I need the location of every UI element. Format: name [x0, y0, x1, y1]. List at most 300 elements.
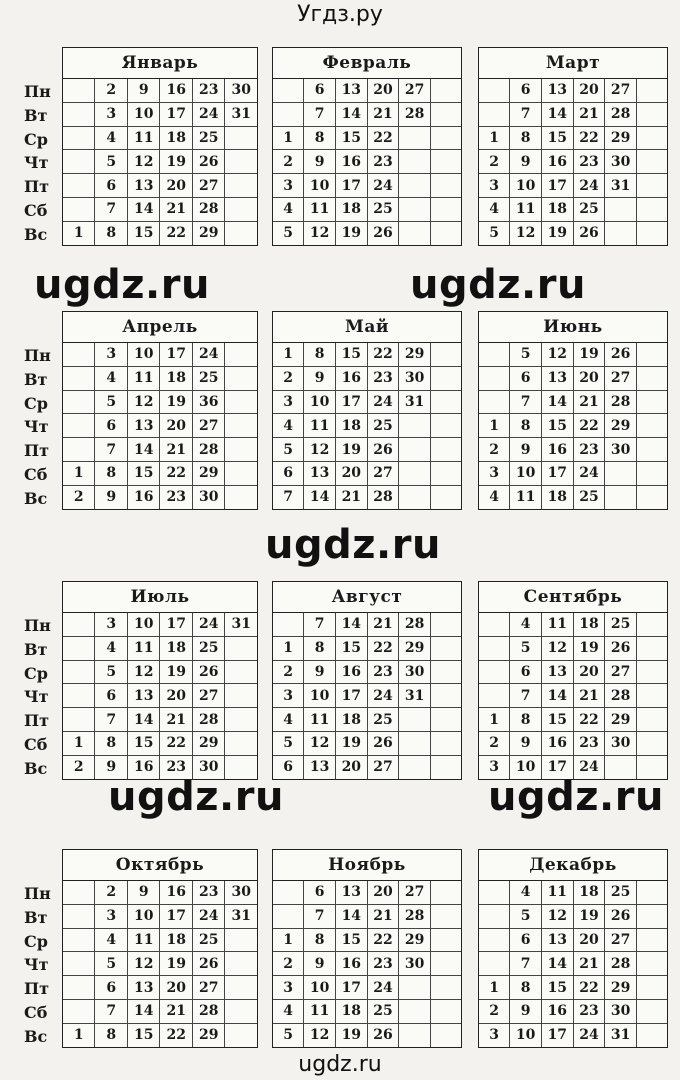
weekday-label: Пт: [24, 979, 50, 999]
day-cell: 7: [510, 390, 542, 414]
day-cell: [430, 390, 461, 414]
day-cell: 29: [399, 636, 431, 660]
day-cell: 31: [225, 613, 257, 636]
day-cell: 7: [304, 613, 336, 636]
day-cell: 23: [192, 881, 225, 904]
day-cell: 5: [273, 1023, 304, 1046]
day-cell: 27: [192, 174, 225, 198]
day-cell: 25: [605, 881, 637, 904]
month-calendar: [272, 47, 462, 246]
weekday-row: [479, 197, 667, 221]
day-cell: 3: [479, 755, 510, 778]
day-cell: [225, 731, 257, 755]
day-cell: [63, 343, 95, 366]
day-cell: 13: [127, 976, 160, 1000]
month-name: Май: [273, 312, 461, 343]
day-cell: 20: [573, 79, 605, 102]
day-cell: 23: [192, 79, 225, 102]
day-cell: 31: [605, 1023, 637, 1046]
day-cell: 30: [399, 952, 431, 976]
day-cell: 23: [573, 150, 605, 174]
day-cell: 31: [225, 102, 257, 126]
day-cell: 14: [304, 485, 336, 508]
month-calendar: [62, 47, 258, 246]
day-cell: 5: [273, 221, 304, 244]
day-cell: 6: [273, 461, 304, 485]
days-grid: [479, 79, 667, 245]
day-cell: 15: [541, 708, 573, 732]
day-cell: 15: [127, 461, 160, 485]
day-cell: 15: [335, 343, 367, 366]
day-cell: 4: [95, 126, 128, 150]
days-grid: [273, 881, 461, 1047]
day-cell: 18: [573, 881, 605, 904]
day-cell: 28: [192, 197, 225, 221]
day-cell: [479, 636, 510, 660]
weekday-label: Вс: [24, 488, 48, 508]
day-cell: [273, 102, 304, 126]
day-cell: 10: [304, 390, 336, 414]
day-cell: [399, 126, 431, 150]
day-cell: [430, 952, 461, 976]
day-cell: 16: [127, 485, 160, 508]
day-cell: 12: [304, 1023, 336, 1046]
day-cell: [479, 928, 510, 952]
weekday-label: Сб: [24, 734, 48, 754]
day-cell: [636, 1023, 667, 1046]
day-cell: 18: [541, 197, 573, 221]
day-cell: 24: [192, 343, 225, 366]
days-grid: [63, 343, 257, 509]
weekday-row: [63, 881, 257, 904]
day-cell: 3: [95, 613, 128, 636]
day-cell: 21: [367, 904, 399, 928]
day-cell: 13: [335, 881, 367, 904]
weekday-row: [479, 390, 667, 414]
day-cell: 14: [335, 904, 367, 928]
day-cell: 7: [304, 904, 336, 928]
day-cell: [430, 755, 461, 778]
day-cell: [63, 174, 95, 198]
day-cell: [273, 613, 304, 636]
day-cell: 17: [541, 174, 573, 198]
day-cell: 6: [510, 366, 542, 390]
day-cell: 4: [479, 485, 510, 508]
day-cell: 27: [605, 366, 637, 390]
day-cell: [225, 150, 257, 174]
day-cell: 17: [160, 613, 193, 636]
weekday-row: [479, 684, 667, 708]
day-cell: [479, 390, 510, 414]
day-cell: 21: [367, 102, 399, 126]
day-cell: 14: [541, 684, 573, 708]
day-cell: 16: [335, 660, 367, 684]
day-cell: [636, 613, 667, 636]
weekday-row: [63, 197, 257, 221]
day-cell: [225, 221, 257, 244]
day-cell: 22: [367, 343, 399, 366]
day-cell: 25: [605, 613, 637, 636]
day-cell: 26: [605, 904, 637, 928]
day-cell: 29: [605, 976, 637, 1000]
day-cell: 12: [127, 390, 160, 414]
days-grid: [63, 613, 257, 779]
day-cell: 5: [510, 904, 542, 928]
day-cell: [430, 174, 461, 198]
day-cell: 19: [335, 438, 367, 462]
day-cell: [430, 197, 461, 221]
day-cell: 21: [160, 438, 193, 462]
weekday-row: [479, 343, 667, 366]
day-cell: 16: [335, 150, 367, 174]
day-cell: 15: [127, 731, 160, 755]
day-cell: [636, 461, 667, 485]
day-cell: 25: [367, 708, 399, 732]
day-cell: 3: [479, 461, 510, 485]
day-cell: 13: [541, 660, 573, 684]
day-cell: 2: [95, 881, 128, 904]
day-cell: 6: [510, 928, 542, 952]
day-cell: 7: [95, 438, 128, 462]
month-name: Март: [479, 48, 667, 79]
day-cell: 8: [304, 636, 336, 660]
day-cell: [636, 485, 667, 508]
weekday-row: [63, 636, 257, 660]
weekday-row: [273, 952, 461, 976]
day-cell: 18: [541, 485, 573, 508]
day-cell: 26: [192, 150, 225, 174]
weekday-row: [63, 660, 257, 684]
day-cell: 19: [573, 343, 605, 366]
day-cell: 3: [95, 904, 128, 928]
weekday-row: [63, 102, 257, 126]
day-cell: 22: [160, 731, 193, 755]
days-grid: [273, 343, 461, 509]
weekday-row: [63, 438, 257, 462]
day-cell: [430, 126, 461, 150]
day-cell: 25: [192, 126, 225, 150]
day-cell: 5: [273, 438, 304, 462]
month-name: Февраль: [273, 48, 461, 79]
day-cell: 6: [510, 660, 542, 684]
watermark: ugdz.ru: [34, 262, 210, 308]
day-cell: [225, 684, 257, 708]
day-cell: 24: [192, 613, 225, 636]
day-cell: 14: [127, 197, 160, 221]
weekday-row: [479, 731, 667, 755]
days-grid: [479, 343, 667, 509]
day-cell: [430, 731, 461, 755]
day-cell: 5: [510, 636, 542, 660]
day-cell: 19: [573, 904, 605, 928]
day-cell: 10: [510, 461, 542, 485]
day-cell: [63, 904, 95, 928]
day-cell: 8: [510, 414, 542, 438]
day-cell: 11: [127, 366, 160, 390]
day-cell: 27: [192, 414, 225, 438]
day-cell: [63, 881, 95, 904]
day-cell: 11: [304, 708, 336, 732]
day-cell: 27: [605, 660, 637, 684]
day-cell: 13: [127, 174, 160, 198]
weekday-row: [63, 126, 257, 150]
weekday-row: [63, 976, 257, 1000]
day-cell: [273, 881, 304, 904]
day-cell: [479, 102, 510, 126]
weekday-row: [273, 881, 461, 904]
day-cell: [430, 221, 461, 244]
day-cell: [430, 613, 461, 636]
day-cell: 23: [367, 952, 399, 976]
day-cell: 20: [367, 79, 399, 102]
day-cell: 5: [479, 221, 510, 244]
day-cell: 25: [192, 636, 225, 660]
day-cell: [430, 928, 461, 952]
day-cell: 21: [367, 613, 399, 636]
day-cell: [273, 904, 304, 928]
weekday-row: [63, 684, 257, 708]
day-cell: 14: [541, 952, 573, 976]
weekday-row: [273, 904, 461, 928]
day-cell: [225, 999, 257, 1023]
day-cell: [63, 150, 95, 174]
day-cell: [225, 414, 257, 438]
day-cell: 14: [335, 613, 367, 636]
day-cell: 36: [192, 390, 225, 414]
day-cell: [225, 952, 257, 976]
month-name: Август: [273, 582, 461, 613]
day-cell: 4: [479, 197, 510, 221]
weekday-row: [273, 438, 461, 462]
weekday-row: [273, 197, 461, 221]
day-cell: [399, 1023, 431, 1046]
day-cell: 29: [605, 414, 637, 438]
month-name: Сентябрь: [479, 582, 667, 613]
days-grid: [63, 881, 257, 1047]
day-cell: 17: [541, 1023, 573, 1046]
day-cell: 11: [304, 414, 336, 438]
day-cell: 10: [127, 343, 160, 366]
day-cell: 9: [510, 731, 542, 755]
weekday-row: [479, 485, 667, 508]
day-cell: [63, 197, 95, 221]
day-cell: [430, 438, 461, 462]
day-cell: 4: [95, 928, 128, 952]
weekday-row: [479, 126, 667, 150]
weekday-row: [63, 999, 257, 1023]
weekday-label: Ср: [24, 931, 48, 951]
day-cell: 29: [192, 461, 225, 485]
day-cell: 21: [573, 102, 605, 126]
day-cell: 19: [335, 221, 367, 244]
day-cell: 31: [399, 684, 431, 708]
day-cell: 6: [95, 684, 128, 708]
day-cell: 7: [95, 999, 128, 1023]
day-cell: [479, 613, 510, 636]
day-cell: [636, 390, 667, 414]
weekday-row: [479, 150, 667, 174]
day-cell: 18: [335, 708, 367, 732]
day-cell: [636, 126, 667, 150]
weekday-row: [273, 414, 461, 438]
day-cell: 30: [605, 438, 637, 462]
day-cell: 21: [573, 952, 605, 976]
day-cell: 22: [160, 1023, 193, 1046]
day-cell: [430, 366, 461, 390]
day-cell: 2: [63, 485, 95, 508]
day-cell: 24: [192, 102, 225, 126]
weekday-row: [63, 174, 257, 198]
weekday-row: [273, 390, 461, 414]
day-cell: 24: [573, 1023, 605, 1046]
day-cell: 11: [510, 197, 542, 221]
weekday-row: [63, 904, 257, 928]
weekday-label: Вт: [24, 907, 48, 927]
day-cell: 30: [225, 79, 257, 102]
weekday-label: Чт: [24, 955, 49, 975]
day-cell: 2: [479, 999, 510, 1023]
day-cell: [430, 684, 461, 708]
weekday-row: [63, 1023, 257, 1046]
day-cell: [225, 126, 257, 150]
day-cell: 1: [63, 461, 95, 485]
day-cell: [430, 999, 461, 1023]
day-cell: 9: [95, 485, 128, 508]
day-cell: 4: [273, 999, 304, 1023]
day-cell: [399, 755, 431, 778]
day-cell: 23: [573, 731, 605, 755]
day-cell: [63, 976, 95, 1000]
day-cell: [273, 79, 304, 102]
weekday-row: [63, 366, 257, 390]
day-cell: 21: [160, 197, 193, 221]
weekday-row: [479, 438, 667, 462]
day-cell: 15: [335, 636, 367, 660]
day-cell: [399, 174, 431, 198]
day-cell: 17: [160, 904, 193, 928]
day-cell: 15: [335, 928, 367, 952]
weekday-row: [273, 343, 461, 366]
day-cell: 8: [95, 1023, 128, 1046]
day-cell: 3: [273, 976, 304, 1000]
day-cell: 13: [541, 928, 573, 952]
day-cell: [63, 390, 95, 414]
day-cell: 23: [367, 366, 399, 390]
day-cell: 19: [335, 1023, 367, 1046]
month-calendar: [478, 581, 668, 780]
weekday-label: Пт: [24, 177, 50, 197]
days-grid: [273, 79, 461, 245]
weekday-row: [479, 102, 667, 126]
day-cell: 23: [160, 485, 193, 508]
day-cell: 18: [160, 928, 193, 952]
weekday-row: [479, 174, 667, 198]
day-cell: 3: [273, 174, 304, 198]
day-cell: [225, 976, 257, 1000]
day-cell: 16: [541, 438, 573, 462]
day-cell: 27: [399, 79, 431, 102]
day-cell: 26: [367, 221, 399, 244]
day-cell: [479, 79, 510, 102]
weekday-label: Сб: [24, 464, 48, 484]
day-cell: 21: [573, 390, 605, 414]
weekday-labels: [24, 344, 58, 511]
day-cell: 14: [335, 102, 367, 126]
day-cell: 10: [304, 174, 336, 198]
day-cell: [225, 438, 257, 462]
day-cell: 15: [541, 976, 573, 1000]
day-cell: 30: [605, 731, 637, 755]
weekday-label: Вс: [24, 224, 48, 244]
day-cell: [636, 197, 667, 221]
day-cell: 4: [510, 881, 542, 904]
day-cell: 29: [399, 928, 431, 952]
day-cell: 16: [160, 79, 193, 102]
watermark: ugdz.ru: [488, 774, 664, 820]
day-cell: 20: [335, 755, 367, 778]
day-cell: 19: [335, 731, 367, 755]
day-cell: [63, 684, 95, 708]
weekday-row: [273, 461, 461, 485]
day-cell: [636, 976, 667, 1000]
day-cell: 10: [127, 904, 160, 928]
weekday-row: [479, 904, 667, 928]
day-cell: 12: [541, 636, 573, 660]
day-cell: 12: [127, 952, 160, 976]
month-calendar: [478, 311, 668, 510]
day-cell: 2: [273, 952, 304, 976]
day-cell: 1: [273, 343, 304, 366]
day-cell: 20: [160, 684, 193, 708]
day-cell: [399, 197, 431, 221]
day-cell: 4: [95, 636, 128, 660]
day-cell: [479, 366, 510, 390]
day-cell: 6: [273, 755, 304, 778]
day-cell: 13: [335, 79, 367, 102]
day-cell: [636, 79, 667, 102]
day-cell: 21: [573, 684, 605, 708]
day-cell: [636, 660, 667, 684]
days-grid: [273, 613, 461, 779]
day-cell: [225, 197, 257, 221]
weekday-row: [273, 150, 461, 174]
day-cell: [479, 952, 510, 976]
day-cell: [479, 684, 510, 708]
day-cell: 13: [127, 414, 160, 438]
day-cell: 17: [541, 461, 573, 485]
month-calendar: [478, 849, 668, 1048]
day-cell: 21: [335, 485, 367, 508]
day-cell: 3: [479, 174, 510, 198]
day-cell: 7: [95, 197, 128, 221]
month-calendar: [272, 311, 462, 510]
day-cell: 1: [273, 126, 304, 150]
day-cell: 30: [192, 485, 225, 508]
day-cell: 11: [127, 126, 160, 150]
day-cell: [225, 390, 257, 414]
day-cell: [225, 366, 257, 390]
day-cell: [479, 660, 510, 684]
day-cell: 19: [541, 221, 573, 244]
day-cell: 25: [192, 366, 225, 390]
day-cell: 31: [605, 174, 637, 198]
weekday-row: [479, 881, 667, 904]
day-cell: 10: [510, 174, 542, 198]
weekday-row: [273, 1023, 461, 1046]
day-cell: 30: [399, 366, 431, 390]
day-cell: 8: [95, 221, 128, 244]
weekday-row: [63, 613, 257, 636]
